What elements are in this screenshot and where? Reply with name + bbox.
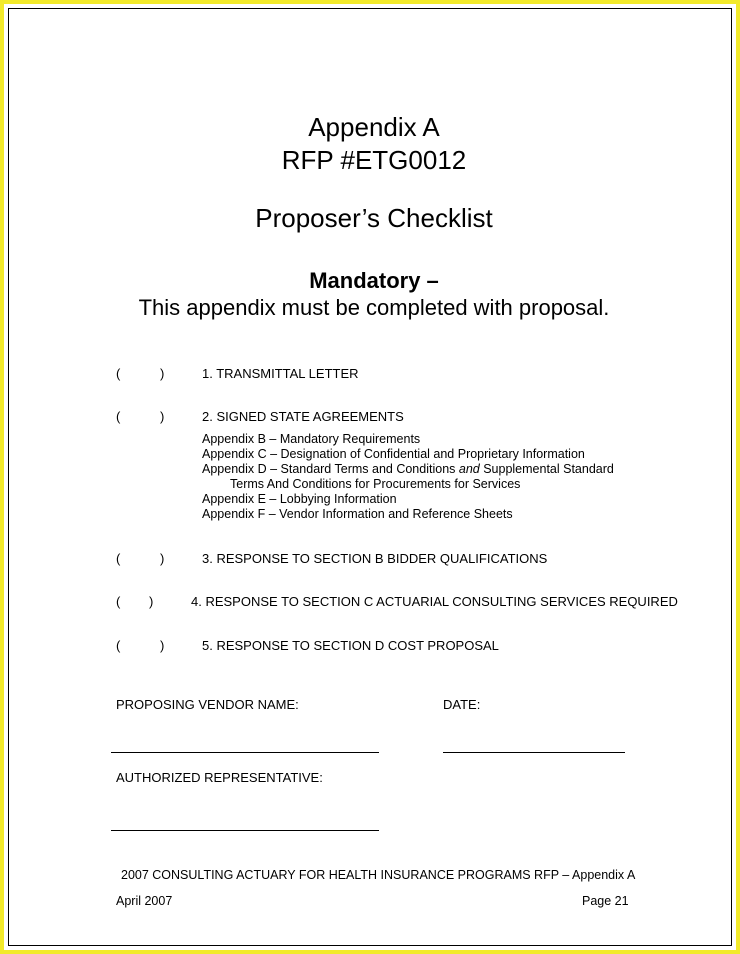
checkbox-open-paren[interactable]: ( [116,409,121,424]
subitem-appendix-e: Appendix E – Lobbying Information [202,492,397,506]
checkbox-open-paren[interactable]: ( [116,366,121,381]
subitem-appendix-f: Appendix F – Vendor Information and Reference Sheets [202,507,513,521]
subitem-appendix-c: Appendix C – Designation of Confidential and Proprietary Information [202,447,585,461]
footer-title: 2007 CONSULTING ACTUARY FOR HEALTH INSURANCE PROGRAMS RFP – Appendix A [121,868,636,882]
vendor-name-label: PROPOSING VENDOR NAME: [116,697,299,712]
appendix-title: Appendix A [308,112,440,142]
checklist-item-section-c: 4. RESPONSE TO SECTION C ACTUARIAL CONSULTING SERVICES REQUIRED [191,594,678,609]
checkbox-open-paren[interactable]: ( [116,594,121,609]
subitem-appendix-d-post: Supplemental Standard [479,462,614,476]
subitem-appendix-b: Appendix B – Mandatory Requirements [202,432,421,446]
subitem-appendix-d [202,462,614,477]
date-line[interactable] [443,752,625,753]
checkbox-close-paren[interactable]: ) [160,638,165,653]
authorized-rep-line[interactable] [111,830,379,831]
mandatory-heading: Mandatory – [309,268,439,293]
authorized-rep-label: AUTHORIZED REPRESENTATIVE: [116,770,323,785]
instruction-text: This appendix must be completed with proposal. [138,295,610,320]
checkbox-close-paren[interactable]: ) [160,366,165,381]
subitem-appendix-d-and: and [458,462,480,476]
date-label: DATE: [443,697,481,712]
checklist-title: Proposer’s Checklist [255,203,493,233]
checkbox-close-paren[interactable]: ) [149,594,154,609]
checkbox-open-paren[interactable]: ( [116,551,121,566]
subitem-appendix-d-pre: Appendix D – Standard Terms and Conditions [202,462,459,476]
checkbox-open-paren[interactable]: ( [116,638,121,653]
footer-date: April 2007 [116,894,173,908]
vendor-name-line[interactable] [111,752,379,753]
checkbox-close-paren[interactable]: ) [160,551,165,566]
checklist-item-transmittal: 1. TRANSMITTAL LETTER [202,366,359,381]
checklist-item-section-b: 3. RESPONSE TO SECTION B BIDDER QUALIFICATIONS [202,551,548,566]
subitem-appendix-d-continued: Terms And Conditions for Procurements for Services [230,477,521,491]
checklist-item-agreements: 2. SIGNED STATE AGREEMENTS [202,409,404,424]
footer-page-number: Page 21 [582,894,629,908]
rfp-number: RFP #ETG0012 [281,145,467,175]
checklist-item-section-d: 5. RESPONSE TO SECTION D COST PROPOSAL [202,638,499,653]
checkbox-close-paren[interactable]: ) [160,409,165,424]
